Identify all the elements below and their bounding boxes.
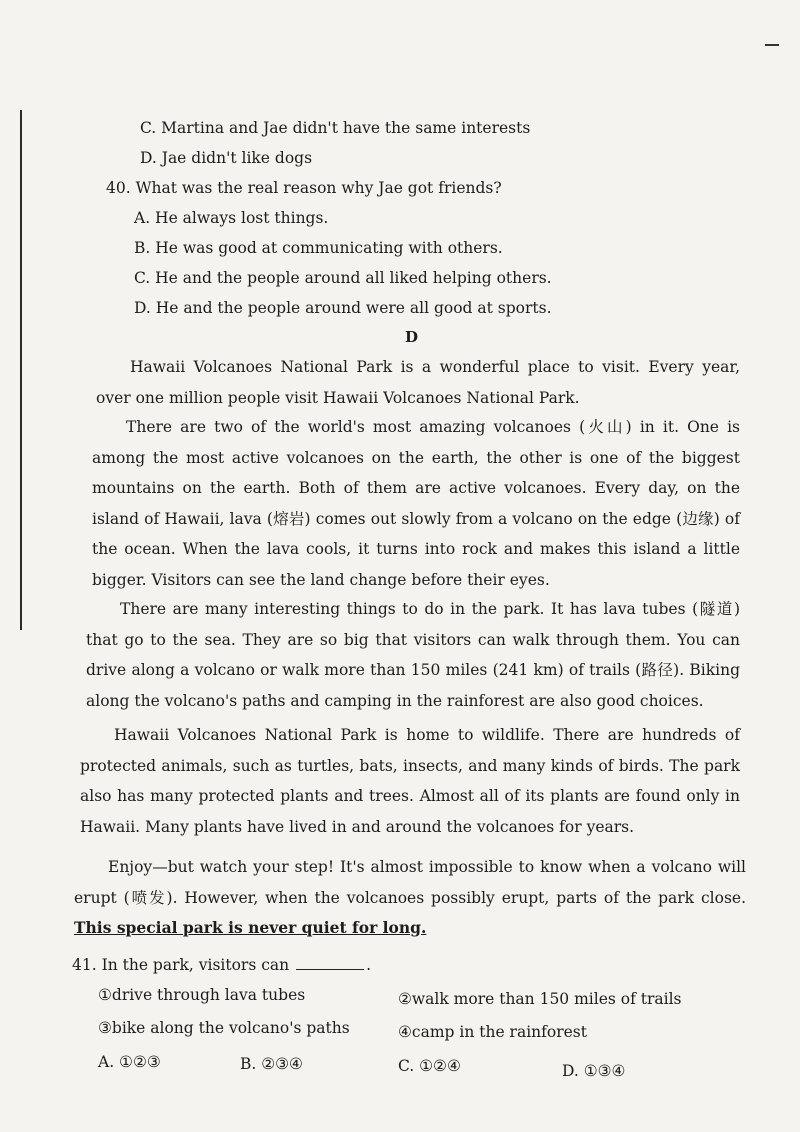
q40-option-b: B. He was good at communicating with others. xyxy=(134,239,503,257)
p3-text: There are many interesting things to do in the park. It has lava tubes (隧道) that go to the sea. They are so big that visitors can walk through them. You can drive along a volcano or walk more than 150 miles (241 km) of trails (路径). Biking along the volcano's paths and camping in the rainforest are also good choices. xyxy=(86,600,740,710)
p4-text: Hawaii Volcanoes National Park is home to wildlife. There are hundreds of protected animals, such as turtles, bats, insects, and many kinds of birds. The park also has many protected plants and trees. Almost all of its plants are found only in Hawaii. Many plants have lived in and around the volcanoes for years. xyxy=(80,726,740,836)
passage-paragraph-4 xyxy=(80,720,740,842)
passage-paragraph-1 xyxy=(96,352,740,413)
q41-choice-a: A. ①②③ xyxy=(98,1053,161,1071)
p5-text: Enjoy—but watch your step! It's almost impossible to know when a volcano will erupt (喷发). However, when the volcanoes possibly erupt, parts of the park close. xyxy=(74,858,746,907)
q39-option-d: D. Jae didn't like dogs xyxy=(140,149,313,167)
corner-mark xyxy=(765,44,779,46)
q41-item-4: ④camp in the rainforest xyxy=(398,1023,587,1041)
q41-stem xyxy=(72,955,371,975)
q41-stem-end: . xyxy=(366,956,371,974)
underlined-sentence: This special park is never quiet for long. xyxy=(74,918,427,937)
q40-option-a: A. He always lost things. xyxy=(134,209,329,227)
q41-choice-b: B. ②③④ xyxy=(240,1055,303,1073)
q41-item-3: ③bike along the volcano's paths xyxy=(98,1019,350,1037)
section-label: D xyxy=(405,328,419,346)
q40-option-d: D. He and the people around were all good at sports. xyxy=(134,299,552,317)
answer-blank xyxy=(296,955,364,970)
passage-paragraph-3 xyxy=(86,594,740,716)
q41-stem-text: 41. In the park, visitors can xyxy=(72,956,290,974)
p1-text: Hawaii Volcanoes National Park is a wonderful place to visit. Every year, over one million people visit Hawaii Volcanoes National Park. xyxy=(96,358,740,407)
q40-option-c: C. He and the people around all liked helping others. xyxy=(134,269,552,287)
passage-paragraph-5 xyxy=(74,852,746,944)
binding-margin-line xyxy=(20,110,22,630)
passage-paragraph-2 xyxy=(92,412,740,595)
q41-item-1: ①drive through lava tubes xyxy=(98,986,306,1004)
q41-choice-d: D. ①③④ xyxy=(562,1062,626,1080)
p2-text: There are two of the world's most amazing volcanoes (火山) in it. One is among the most active volcanoes on the earth, the other is one of the biggest mountains on the earth. Both of them are active volcanoes. Every day, on the island of Hawaii, lava (熔岩) comes out slowly from a volcano on the edge (边缘) of the ocean. When the lava cools, it turns into rock and makes this island a little bigger. Visitors can see the land change before their eyes. xyxy=(92,418,740,589)
q40-stem: 40. What was the real reason why Jae got friends? xyxy=(106,179,502,197)
q41-choice-c: C. ①②④ xyxy=(398,1057,461,1075)
q39-option-c: C. Martina and Jae didn't have the same interests xyxy=(140,119,531,137)
q41-item-2: ②walk more than 150 miles of trails xyxy=(398,990,682,1008)
